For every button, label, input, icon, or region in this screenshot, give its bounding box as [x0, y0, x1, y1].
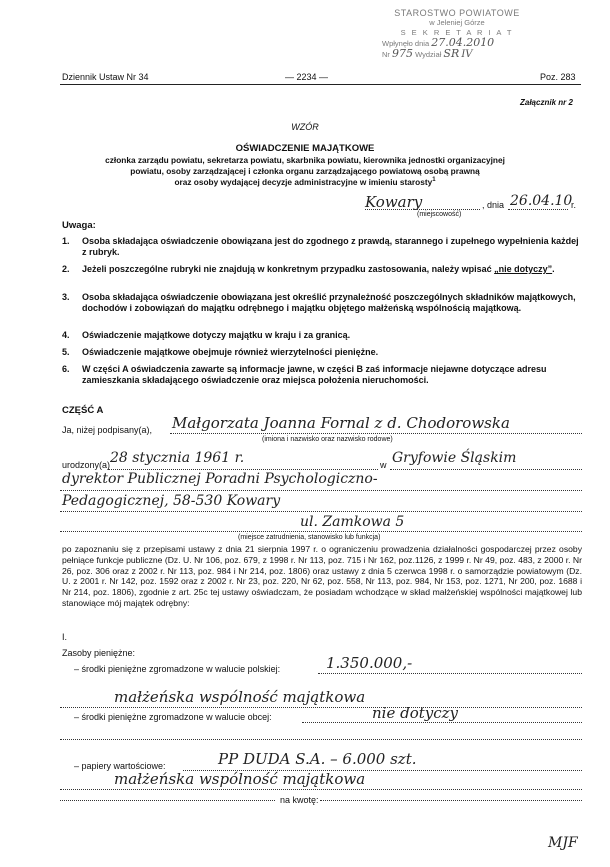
initials-handwritten: MJF — [548, 835, 578, 851]
date-line — [508, 209, 568, 210]
securities-value-handwritten: PP DUDA S.A. – 6.000 szt. — [218, 750, 417, 768]
foreign-currency-line — [302, 722, 582, 723]
date-handwritten: 26.04.10 — [510, 193, 573, 209]
birth-place-line — [390, 469, 582, 470]
uwaga-item-4: 4. Oświadczenie majątkowe dotyczy majątku w kraju i za granicą. — [62, 330, 351, 340]
job-line3 — [60, 531, 582, 532]
title-line2: powiatu, osoby zarządzającej i członka organu zarządzającego powiatową osobą prawną — [130, 166, 480, 176]
uwaga-item-6: 6. W części A oświadczenia zawarte są informacje jawne, w części B zaś informacje niejawne dotyczące adresu zamieszkania składającego oświadczenie oraz miejsca położenia nieruchomości. — [62, 364, 547, 385]
place-line — [365, 209, 480, 210]
uwaga-item-2: 2. Jeżeli poszczególne rubryki nie znajdują w konkretnym przypadku zastosowania, należy wpisać „nie dotyczy”. — [62, 264, 555, 274]
zasoby-label: Zasoby pieniężne: — [62, 648, 136, 658]
stamp-line2: w Jeleniej Górze — [429, 18, 485, 27]
amount-label: na kwotę: — [280, 795, 319, 805]
pln-note-line — [60, 707, 582, 708]
name-handwritten: Małgorzata Joanna Fornal z d. Chodorowska — [172, 414, 510, 432]
job-line3-handwritten: ul. Zamkowa 5 — [300, 514, 405, 530]
name-line — [170, 433, 582, 434]
stamp-number: 975 — [392, 47, 414, 60]
uwaga-heading: Uwaga: — [62, 220, 96, 231]
born-label: urodzony(a) — [62, 460, 111, 470]
journal-name: Dziennik Ustaw Nr 34 — [62, 72, 149, 82]
stamp-date: 27.04.2010 — [431, 36, 495, 49]
document-title: OŚWIADCZENIE MAJĄTKOWE — [235, 143, 375, 154]
uwaga-item-1: 1. Osoba składająca oświadczenie obowiązana jest do zgodnego z prawdą, starannego i zupełnego wypełnienia każdej z rubryk. — [62, 236, 579, 257]
foreign-currency-line2 — [60, 739, 582, 740]
uwaga-item-3: 3. Osoba składająca oświadczenie obowiązana jest określić przynależność poszczególnych składników majątkowych, dochodów i zobowiązań do majątku odrębnego i majątku objętego małżeńską wspólnością majątkową. — [62, 292, 576, 313]
stamp-dept: SR — [443, 47, 460, 60]
securities-label: – papiery wartościowe: — [74, 761, 166, 771]
pln-line — [318, 673, 582, 674]
legal-declaration: po zapoznaniu się z przepisami ustawy z dnia 21 sierpnia 1997 r. o ograniczeniu prowadzenia działalności gospodarczej przez osoby pełniące funkcje publiczne (Dz. U. Nr 106, poz. 679, z 1998 r. Nr 113, poz. 715 i Nr 162, poz.1126, z 1999 r. Nr 49, poz. 483, z 2000 r. Nr 26, poz. 306 oraz z 2002 r. Nr 113, poz. 984 i Nr 214, poz. 1806) oraz ustawy z dnia 5 czerwca 1998 r. o samorządzie powiatowym (Dz. U. z 2001 r. Nr 142, poz. 1592 oraz z 2002 r. Nr 23, poz. 220, Nr 62, poz. 558, Nr 113, poz. 984, Nr 153, poz. 1271, Nr 200, poz. 1688 i Nr 214, poz. 1806), zgodnie z art. 25c tej ustawy oświadczam, że posiadam wchodzące w skład małżeńskiej wspólności majątkowej lub stanowiące mój majątek odrębny: — [62, 544, 582, 608]
place-handwritten: Kowary — [365, 193, 423, 211]
place-caption: (miejscowość) — [417, 211, 462, 218]
job-line1 — [60, 490, 582, 491]
pln-value-handwritten: 1.350.000,- — [326, 654, 413, 672]
job-caption: (miejsce zatrudnienia, stanowisko lub funkcja) — [238, 534, 381, 541]
place-date: Kowary (miejscowość) , dnia 26.04.10 r. — [365, 193, 577, 218]
birth-date-line — [108, 469, 378, 470]
foreign-currency-label: – środki pieniężne zgromadzone w walucie obcej: — [74, 712, 272, 722]
amount-line-right — [320, 800, 582, 801]
section-a-heading: CZĘŚĆ A — [62, 405, 104, 416]
foreign-currency-value-handwritten: nie dotyczy — [372, 704, 459, 722]
pln-note-handwritten: małżeńska wspólność majątkowa — [114, 688, 366, 706]
stamp-line1: STAROSTWO POWIATOWE — [394, 8, 520, 18]
pln-label: – środki pieniężne zgromadzone w walucie polskiej: — [74, 664, 281, 674]
name-caption: (imiona i nazwisko oraz nazwisko rodowe) — [262, 436, 393, 443]
stamp-line4: Wpłynęło dnia 27.04.2010 — [382, 36, 495, 49]
title-line1: członka zarządu powiatu, sekretarza powiatu, skarbnika powiatu, kierownika jednostki organizacyjnej — [105, 155, 505, 165]
securities-note-handwritten: małżeńska wspólność majątkowa — [114, 770, 366, 788]
job-line1-handwritten: dyrektor Publicznej Poradni Psychologiczno- — [62, 471, 378, 487]
birth-place-handwritten: Gryfowie Śląskim — [392, 450, 517, 466]
ja-label: Ja, niżej podpisany(a), — [62, 425, 153, 435]
job-line2 — [60, 511, 582, 512]
amount-line-left — [60, 800, 275, 801]
page-number: — 2234 — — [285, 72, 329, 82]
wzor-label: WZÓR — [291, 122, 319, 132]
position-number: Poz. 283 — [540, 72, 576, 82]
uwaga-item-5: 5. Oświadczenie majątkowe obejmuje również wierzytelności pieniężne. — [62, 347, 379, 357]
stamp-extra: IV — [461, 49, 473, 60]
birth-date-handwritten: 28 stycznia 1961 r. — [110, 450, 245, 466]
stamp-line3: S E K R E T A R I A T — [400, 28, 514, 37]
title-line3: oraz osoby wydającej decyzje administracyjne w imieniu starosty$^1$ — [174, 177, 436, 187]
registry-stamp — [382, 8, 532, 74]
securities-note-line — [60, 789, 582, 790]
section-1-number: I. — [62, 632, 68, 642]
stamp-line5: Nr 975 Wydział SR IV — [382, 47, 473, 60]
header-divider — [60, 84, 581, 85]
job-line2-handwritten: Pedagogicznej, 58-530 Kowary — [62, 493, 281, 509]
attachment-label: Załącznik nr 2 — [520, 98, 573, 107]
